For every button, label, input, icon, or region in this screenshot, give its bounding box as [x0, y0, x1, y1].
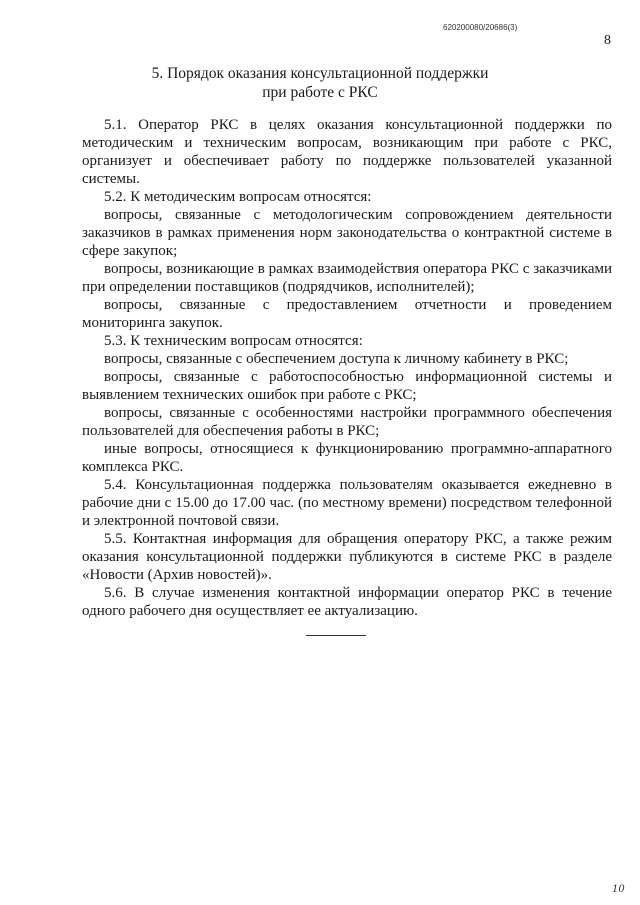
- page-number: 8: [604, 33, 611, 48]
- paragraph-5-2-item-1: вопросы, связанные с методологическим сопровождением деятельности заказчиков в рамках применения норм законодательства о контрактной системе в сфере закупок;: [82, 207, 612, 259]
- section-title: [0, 64, 640, 102]
- paragraph-5-6: 5.6. В случае изменения контактной информации оператор РКС в течение одного рабочего дня осуществляет ее актуализацию.: [82, 585, 612, 619]
- section-title-line-1: 5. Порядок оказания консультационной поддержки: [151, 65, 489, 82]
- paragraph-5-3-item-2: вопросы, связанные с работоспособностью информационной системы и выявлением технических ошибок при работе с РКС;: [82, 369, 612, 403]
- end-separator-line: [306, 635, 366, 636]
- paragraph-5-5: 5.5. Контактная информация для обращения оператору РКС, а также режим оказания консультационной поддержки публикуются в системе РКС в разделе «Новости (Архив новостей)».: [82, 531, 612, 583]
- paragraph-5-2: 5.2. К методическим вопросам относятся:: [104, 189, 372, 205]
- paragraph-5-3: 5.3. К техническим вопросам относятся:: [104, 333, 363, 349]
- document-code: 620200080/20686(3): [443, 23, 518, 32]
- paragraph-5-3-item-4: иные вопросы, относящиеся к функционированию программно-аппаратного комплекса РКС.: [82, 441, 612, 475]
- paragraph-5-3-item-3: вопросы, связанные с особенностями настройки программного обеспечения пользователей для обеспечения работы в РКС;: [82, 405, 612, 439]
- paragraph-5-2-item-2: вопросы, возникающие в рамках взаимодействия оператора РКС с заказчиками при определении поставщиков (подрядчиков, исполнителей);: [82, 261, 612, 295]
- paragraph-5-4: 5.4. Консультационная поддержка пользователям оказывается ежедневно в рабочие дни с 15.00 до 17.00 час. (по местному времени) посредством телефонной и электронной почтовой связи.: [82, 477, 612, 529]
- section-body: [82, 116, 612, 620]
- handwritten-page-mark: 10: [612, 884, 625, 895]
- paragraph-5-1: 5.1. Оператор РКС в целях оказания консультационной поддержки по методическим и техническим вопросам, возникающим при работе с РКС, организует и обеспечивает работу по поддержке пользователей указанной системы.: [82, 117, 612, 187]
- section-title-line-2: при работе с РКС: [262, 84, 378, 101]
- paragraph-5-3-item-1: вопросы, связанные с обеспечением доступа к личному кабинету в РКС;: [104, 351, 569, 367]
- paragraph-5-2-item-3: вопросы, связанные с предоставлением отчетности и проведением мониторинга закупок.: [82, 297, 612, 331]
